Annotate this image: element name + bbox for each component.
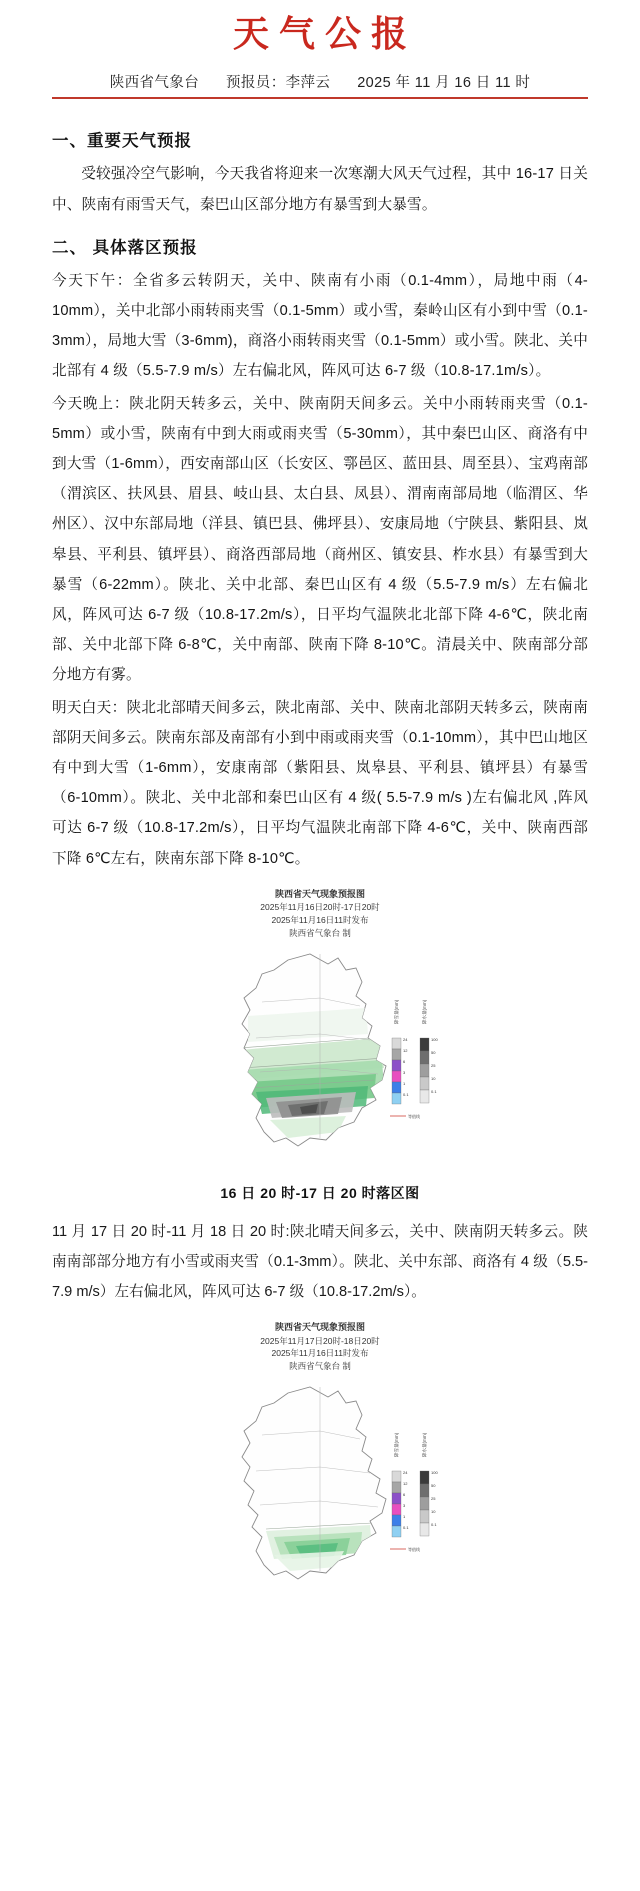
map-2-producer: 陕西省气象台 制 [289, 1361, 351, 1372]
svg-text:0.1: 0.1 [403, 1091, 409, 1097]
document-body [0, 99, 640, 873]
map-2-svg [170, 1375, 470, 1625]
forecast-tonight: 今天晚上：陕北阴天转多云，关中、陕南阴天间多云。关中小雨转雨夹雪（0.1-5mm）或小雪，陕南有中到大雨或雨夹雪（5-30mm），其中秦巴山区、商洛有中到大雪（1-6mm），西安南部山区（长安区、鄠邑区、蓝田县、周至县）、宝鸡南部（渭滨区、扶风县、眉县、岐山县、太白县、凤县）、渭南南部局地（临渭区、华州区）、汉中东部局地（洋县、镇巴县、佛坪县）、安康局地（宁陕县、紫阳县、岚皋县、平利县、镇坪县）、商洛西部局地（商州区、镇安县、柞水县）有暴雪到大暴雪（6-22mm）。陕北、关中北部、秦巴山区有 4 级（5.5-7.9 m/s）左右偏北风，阵风可达 6-7 级（10.8-17.2m/s），日平均气温陕北北部下降 4-6℃，陕北南部、关中北部下降 6-8℃，关中南部、陕南下降 8-10℃。清晨关中、陕南部分部分地方有雾。 [52, 395, 588, 684]
map-1-header [0, 888, 640, 940]
svg-text:1: 1 [403, 1080, 406, 1086]
map-1-producer: 陕西省气象台 制 [289, 927, 351, 938]
legend-contour-note-2: 等值线 [408, 1546, 420, 1552]
map-1-legend [390, 999, 438, 1119]
page-title: 天气公报 [232, 13, 417, 55]
map-1-issue-time: 2025年11月16日11时发布 [271, 915, 369, 926]
title-area [0, 0, 640, 61]
byline-area [0, 61, 640, 99]
svg-text:12: 12 [403, 1480, 408, 1486]
legend-snow-bar-2 [392, 1470, 409, 1537]
svg-text:6: 6 [403, 1058, 406, 1064]
svg-text:50: 50 [431, 1482, 436, 1488]
svg-text:6: 6 [403, 1491, 406, 1497]
legend-contour-note: 等值线 [408, 1113, 420, 1119]
mid-paragraph-block [0, 1207, 640, 1308]
forecast-this-afternoon: 今天下午：全省多云转阴天，关中、陕南有小雨（0.1-4mm），局地中雨（4-10mm），关中北部小雨转雨夹雪（0.1-5mm）或小雪，秦岭山区有小到中雪（0.1-3mm），局地大雪（3-6mm)，商洛小雨转雨夹雪（0.1-5mm）或小雪。陕北、关中北部有 4 级（5.5-7.9 m/s）左右偏北风，阵风可达 6-7 级（10.8-17.1m/s）。 [52, 272, 588, 380]
svg-text:10: 10 [431, 1075, 436, 1081]
svg-text:3: 3 [403, 1502, 406, 1508]
forecast-tomorrow-daytime: 明天白天：陕北北部晴天间多云，陕北南部、关中、陕南北部阴天转多云，陕南南部阴天间多云。陕南东部及南部有小到中雨或雨夹雪（0.1-10mm），其中巴山地区有中到大雪（1-6mm），安康南部（紫阳县、岚皋县、平利县、镇坪县）有暴雪（6-10mm）。陕北、关中北部和秦巴山区有 4 级( 5.5-7.9 m/s )左右偏北风 ,阵风可达 6-7 级（10.8-17.2m/s），日平均气温陕北南部下降 4-6℃，关中、陕南西部下降 6℃左右，陕南东部下降 8-10℃。 [52, 699, 588, 867]
map-1-canvas [170, 942, 470, 1177]
map-2-valid-period: 2025年11月17日20时-18日20时 [260, 1335, 380, 1346]
legend-snow-title-2: 降雪量(mm) [394, 1432, 399, 1458]
map-2-header [0, 1321, 640, 1373]
svg-text:100: 100 [431, 1469, 438, 1475]
svg-text:1: 1 [403, 1513, 406, 1519]
section-heading-2: 二、 具体落区预报 [52, 238, 198, 257]
svg-text:10: 10 [431, 1508, 436, 1514]
svg-text:24: 24 [403, 1036, 408, 1042]
svg-text:100: 100 [431, 1036, 438, 1042]
map-1-valid-period: 2025年11月16日20时-17日20时 [260, 902, 380, 913]
forecast-17-to-18: 11 月 17 日 20 时-11 月 18 日 20 时:陕北晴天间多云，关中、陕南阴天转多云。陕南南部部分地方有小雪或雨夹雪（0.1-3mm）。陕北、关中东部、商洛有 4 级（5.5-7.9 m/s）左右偏北风，阵风可达 6-7 级（10.8-17.2m/s）。 [52, 1223, 588, 1301]
forecaster: 预报员：李萍云 [226, 75, 331, 92]
figure-map-1 [0, 888, 640, 1203]
svg-text:3: 3 [403, 1069, 406, 1075]
issuing-office: 陕西省气象台 [109, 75, 200, 92]
svg-text:0.1: 0.1 [431, 1088, 437, 1094]
legend-rain-title: 降水量(mm) [422, 999, 427, 1024]
map-2-issue-time: 2025年11月16日11时发布 [271, 1348, 369, 1359]
byline [52, 71, 588, 99]
figure-map-2 [0, 1321, 640, 1625]
svg-text:0.1: 0.1 [403, 1524, 409, 1530]
map-1-title: 陕西省天气现象预报图 [274, 888, 365, 899]
svg-text:12: 12 [403, 1047, 408, 1053]
legend-snow-bar [392, 1037, 409, 1104]
map-2-title: 陕西省天气现象预报图 [274, 1322, 365, 1333]
svg-text:50: 50 [431, 1049, 436, 1055]
map-2-canvas [170, 1375, 470, 1625]
legend-rain-title-2: 降水量(mm) [422, 1432, 427, 1458]
svg-text:0.1: 0.1 [431, 1521, 437, 1527]
section-heading-1: 一、重要天气预报 [52, 132, 192, 151]
legend-rain-bar-2 [420, 1470, 438, 1536]
issue-datetime: 2025 年 11 月 16 日 11 时 [357, 75, 531, 92]
legend-snow-title: 降雪量(mm) [394, 999, 399, 1024]
map-1-caption: 16 日 20 时-17 日 20 时落区图 [220, 1184, 420, 1201]
svg-text:25: 25 [431, 1062, 436, 1068]
svg-text:24: 24 [403, 1469, 408, 1475]
map-1-svg [170, 942, 470, 1177]
svg-text:25: 25 [431, 1495, 436, 1501]
section-1-paragraph-1: 受较强冷空气影响，今天我省将迎来一次寒潮大风天气过程，其中 16-17 日关中、陕南有雨雪天气，秦巴山区部分地方有暴雪到大暴雪。 [52, 166, 588, 213]
legend-rain-bar [420, 1037, 438, 1103]
map-2-legend [390, 1432, 438, 1552]
